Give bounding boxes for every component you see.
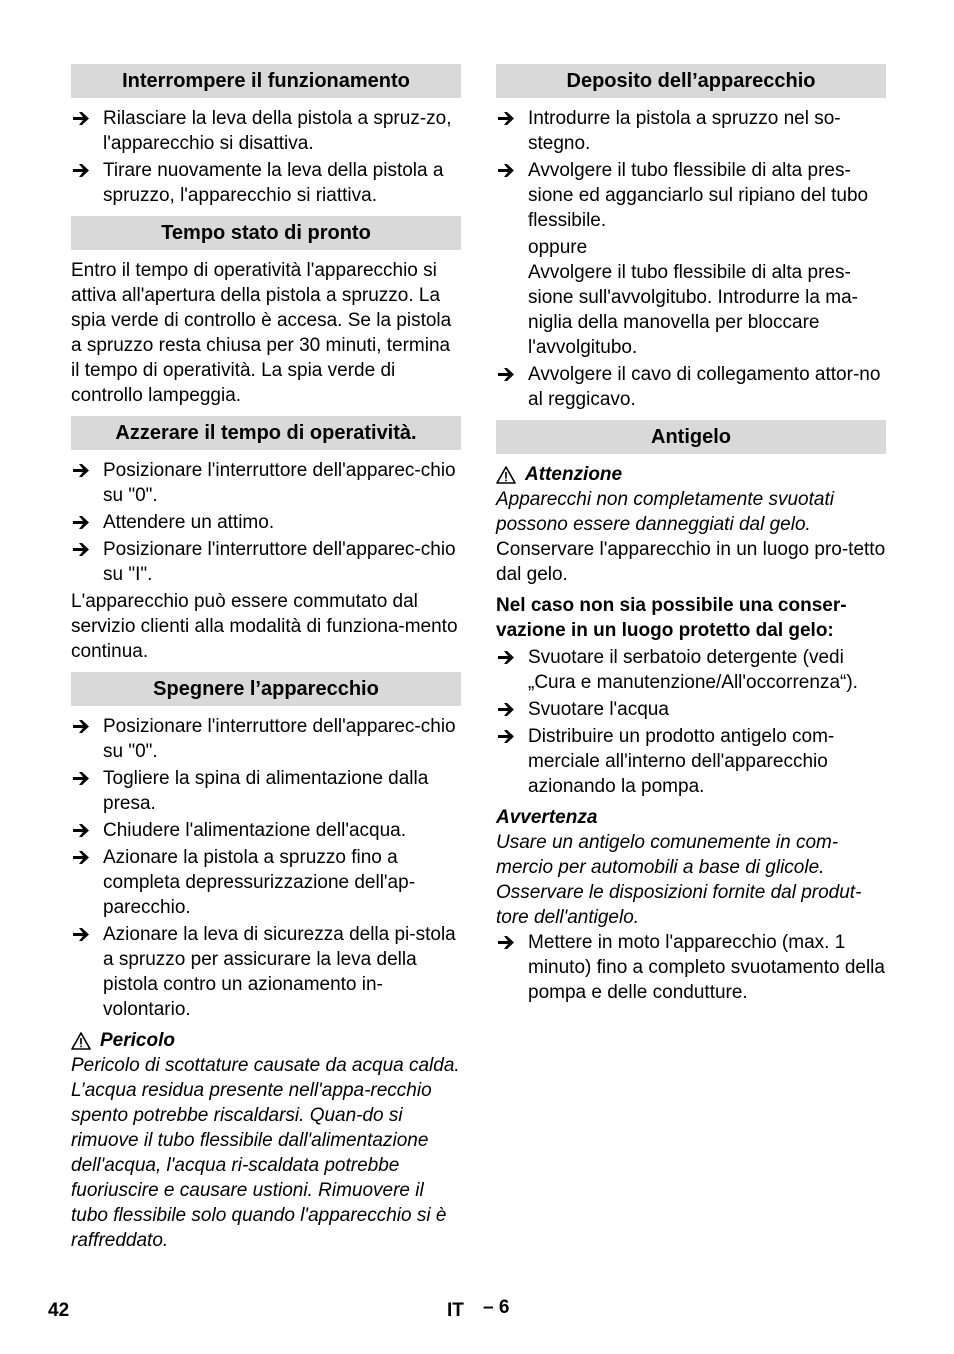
- list-item: Azionare la leva di sicurezza della pi-stola a spruzzo per assicurare la leva della pistola contro un azionamento in-volontario.: [71, 922, 461, 1022]
- section-page-number: – 6: [483, 1297, 510, 1318]
- section-header: Spegnere l’apparecchio: [71, 672, 461, 706]
- paragraph: L'apparecchio può essere commutato dal servizio clienti alla modalità di funziona-mento continua.: [71, 591, 458, 662]
- list-item: Introdurre la pistola a spruzzo nel so-stegno.: [496, 106, 886, 156]
- list-item: Chiudere l'alimentazione dell'acqua.: [71, 818, 461, 843]
- list-item: Mettere in moto l'apparecchio (max. 1 minuto) fino a completo svuotamento della pompa e delle condutture.: [496, 930, 886, 1005]
- bold-paragraph: Nel caso non sia possibile una conser-vazione in un luogo protetto dal gelo:: [496, 595, 847, 641]
- list-item: Posizionare l'interruttore dell'apparec-chio su "0".: [71, 714, 461, 764]
- list-item: Posizionare l'interruttore dell'apparec-chio su "I".: [71, 537, 461, 587]
- list-item: Svuotare l'acqua: [496, 697, 886, 722]
- section-header: Antigelo: [496, 420, 886, 454]
- arrow-right-icon: [71, 510, 93, 535]
- section-header: Tempo stato di pronto: [71, 216, 461, 250]
- list-item: Attendere un attimo.: [71, 510, 461, 535]
- paragraph: Entro il tempo di operatività l'apparecchio si attiva all'apertura della pistola a spruzzo. La spia verde di controllo è accesa. Se la pistola a spruzzo resta chiusa per 30 minuti, termina il tempo di operatività. La spia verde di controllo lampeggia.: [71, 260, 452, 406]
- right-column: [496, 64, 886, 1013]
- section-tempo-pronto: [71, 216, 461, 408]
- section-header: Interrompere il funzionamento: [71, 64, 461, 98]
- alternative-label: oppure: [528, 237, 588, 258]
- arrow-right-icon: [496, 158, 518, 183]
- arrow-right-icon: [71, 845, 93, 870]
- step-list: [496, 930, 886, 1005]
- step-list: [71, 714, 461, 1022]
- warning-heading: Pericolo: [71, 1028, 461, 1053]
- arrow-right-icon: [71, 106, 93, 131]
- note-heading: Avvertenza: [496, 807, 598, 828]
- arrow-right-icon: [71, 458, 93, 483]
- section-antigelo: [496, 420, 886, 1005]
- arrow-right-icon: [71, 158, 93, 183]
- arrow-right-icon: [496, 106, 518, 131]
- warning-triangle-icon: [71, 1032, 91, 1050]
- section-header: Azzerare il tempo di operatività.: [71, 416, 461, 450]
- alternative-text: Avvolgere il tubo flessibile di alta pres-sione sull'avvolgitubo. Introdurre la ma-niglia della manovella per bloccare l'avvolgitubo.: [528, 262, 858, 358]
- section-deposito: [496, 64, 886, 412]
- list-item: Tirare nuovamente la leva della pistola a spruzzo, l'apparecchio si riattiva.: [71, 158, 461, 208]
- section-azzerare: [71, 416, 461, 664]
- arrow-right-icon: [496, 724, 518, 749]
- list-item: Avvolgere il tubo flessibile di alta pres-sione ed agganciarlo sul ripiano del tubo flessibile.: [496, 158, 886, 233]
- list-item: Svuotare il serbatoio detergente (vedi „Cura e manutenzione/All'occorrenza“).: [496, 645, 886, 695]
- warning-heading: Attenzione: [496, 462, 886, 487]
- step-list: [496, 362, 886, 412]
- step-list: [496, 645, 886, 799]
- paragraph: Conservare l'apparecchio in un luogo pro-tetto dal gelo.: [496, 539, 886, 585]
- arrow-right-icon: [71, 922, 93, 947]
- page-number: 42: [48, 1300, 70, 1321]
- left-column: [71, 64, 461, 1261]
- step-list: [71, 106, 461, 208]
- arrow-right-icon: [496, 645, 518, 670]
- arrow-right-icon: [71, 766, 93, 791]
- arrow-right-icon: [496, 930, 518, 955]
- step-list: [496, 106, 886, 233]
- warning-text: Apparecchi non completamente svuotati possono essere danneggiati dal gelo.: [496, 489, 834, 535]
- language-code: IT: [447, 1300, 464, 1321]
- list-item: Distribuire un prodotto antigelo com-merciale all'interno dell'apparecchio azionando la pompa.: [496, 724, 886, 799]
- arrow-right-icon: [496, 362, 518, 387]
- step-list: [71, 458, 461, 587]
- section-header: Deposito dell’apparecchio: [496, 64, 886, 98]
- list-item: Azionare la pistola a spruzzo fino a completa depressurizzazione dell'ap-parecchio.: [71, 845, 461, 920]
- list-item: Rilasciare la leva della pistola a spruz-zo, l'apparecchio si disattiva.: [71, 106, 461, 156]
- warning-text: Pericolo di scottature causate da acqua calda. L’acqua residua presente nell'appa-recchio spento potrebbe riscaldarsi. Quan-do si rimuove il tubo flessibile dall'alimentazione dell'acqua, l'acqua ri-scaldata potrebbe fuoriuscire e causare ustioni. Rimuovere il tubo flessibile solo quando l'apparecchio si è raffreddato.: [71, 1055, 460, 1251]
- arrow-right-icon: [71, 537, 93, 562]
- arrow-right-icon: [71, 714, 93, 739]
- arrow-right-icon: [71, 818, 93, 843]
- arrow-right-icon: [496, 697, 518, 722]
- section-interrompere: [71, 64, 461, 208]
- warning-triangle-icon: [496, 466, 516, 484]
- list-item: Posizionare l'interruttore dell'apparec-chio su "0".: [71, 458, 461, 508]
- list-item: Togliere la spina di alimentazione dalla presa.: [71, 766, 461, 816]
- note-text: Usare un antigelo comunemente in com-mercio per automobili a base di glicole. Osservare le disposizioni fornite dal produt-tore dell'antigelo.: [496, 832, 862, 928]
- list-item: Avvolgere il cavo di collegamento attor-no al reggicavo.: [496, 362, 886, 412]
- section-spegnere: [71, 672, 461, 1253]
